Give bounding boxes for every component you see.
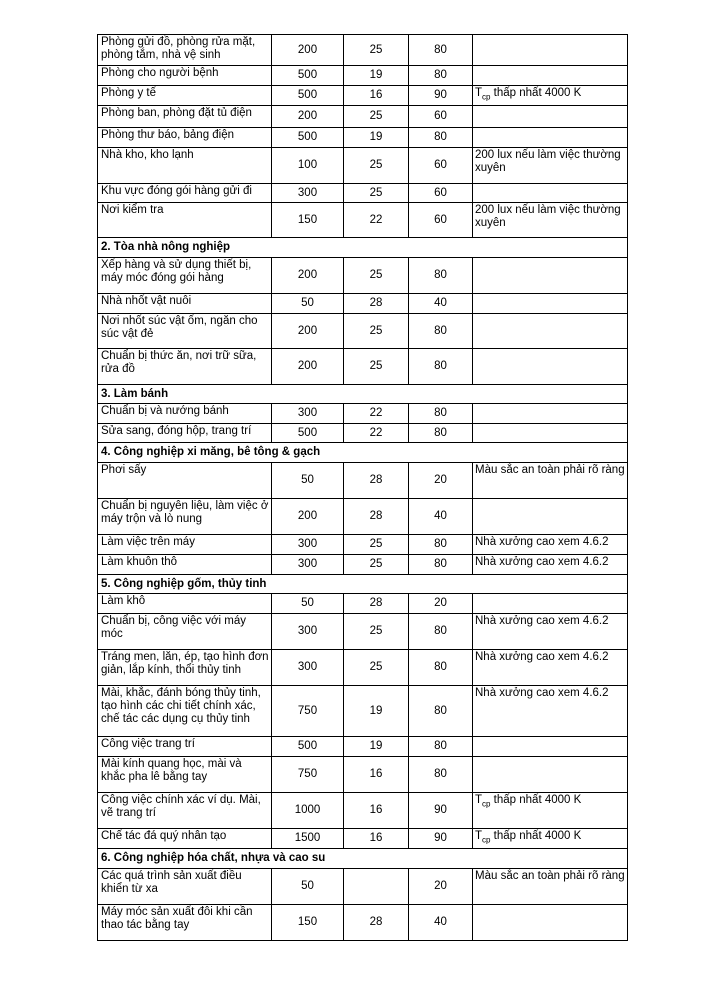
activity-name-cell: Nơi kiểm tra: [98, 203, 272, 238]
illuminance-cell: 200: [272, 106, 344, 128]
table-row: [98, 757, 628, 793]
illuminance-cell: 100: [272, 148, 344, 184]
ugr-cell: 19: [344, 128, 409, 148]
activity-name-cell: Nhà kho, kho lạnh: [98, 148, 272, 184]
ugr-cell: 28: [344, 294, 409, 314]
ugr-cell: 25: [344, 258, 409, 294]
table-row: [98, 650, 628, 686]
table-row: [98, 203, 628, 238]
ra-cell: 80: [409, 128, 473, 148]
activity-name-cell: Sửa sang, đóng hộp, trang trí: [98, 424, 272, 443]
ra-cell: 80: [409, 258, 473, 294]
ra-cell: 20: [409, 869, 473, 905]
section-heading: 2. Tòa nhà nông nghiệp: [98, 238, 628, 258]
ugr-cell: 22: [344, 203, 409, 238]
note-text: thấp nhất 4000 K: [490, 830, 582, 842]
illuminance-cell: 300: [272, 184, 344, 203]
note-cell: [473, 905, 628, 941]
table-row: [98, 737, 628, 757]
note-cell: Màu sắc an toàn phải rõ ràng: [473, 463, 628, 499]
illuminance-cell: 500: [272, 737, 344, 757]
ra-cell: 40: [409, 905, 473, 941]
ugr-cell: 25: [344, 184, 409, 203]
note-text: T: [475, 830, 483, 842]
activity-name-cell: Làm việc trên máy: [98, 535, 272, 555]
note-cell: [473, 737, 628, 757]
ugr-cell: 25: [344, 314, 409, 349]
activity-name-cell: Công việc chính xác ví dụ. Mài, vẽ trang trí: [98, 793, 272, 829]
table-row: [98, 86, 628, 106]
ra-cell: 20: [409, 463, 473, 499]
table-row: [98, 905, 628, 941]
illuminance-cell: 300: [272, 650, 344, 686]
activity-name-cell: Chuẩn bị và nướng bánh: [98, 404, 272, 424]
illuminance-cell: 200: [272, 314, 344, 349]
ra-cell: 80: [409, 349, 473, 385]
note-cell: [473, 793, 628, 829]
note-text: thấp nhất 4000 K: [490, 87, 582, 99]
table-row: [98, 349, 628, 385]
note-cell: 200 lux nếu làm việc thường xuyên: [473, 203, 628, 238]
illuminance-cell: 150: [272, 905, 344, 941]
section-row: [98, 443, 628, 463]
activity-name-cell: Công việc trang trí: [98, 737, 272, 757]
ra-cell: 80: [409, 555, 473, 575]
ugr-cell: 19: [344, 737, 409, 757]
note-cell: [473, 404, 628, 424]
activity-name-cell: Nhà nhốt vật nuôi: [98, 294, 272, 314]
activity-name-cell: Máy móc sản xuất đôi khi cần thao tác bằng tay: [98, 905, 272, 941]
table-row: [98, 594, 628, 614]
table-row: [98, 793, 628, 829]
activity-name-cell: Nơi nhốt súc vật ốm, ngăn cho súc vật đẻ: [98, 314, 272, 349]
ra-cell: 80: [409, 35, 473, 66]
illuminance-cell: 200: [272, 349, 344, 385]
table-row: [98, 424, 628, 443]
table-body: [98, 35, 628, 941]
illuminance-cell: 300: [272, 535, 344, 555]
ugr-cell: 19: [344, 66, 409, 86]
note-text: thấp nhất 4000 K: [490, 794, 582, 806]
table-row: [98, 463, 628, 499]
ugr-cell: 16: [344, 793, 409, 829]
ugr-cell: 22: [344, 404, 409, 424]
illuminance-cell: 300: [272, 555, 344, 575]
table-row: [98, 614, 628, 650]
section-row: [98, 849, 628, 869]
table-row: [98, 184, 628, 203]
ra-cell: 20: [409, 594, 473, 614]
activity-name-cell: Phòng y tế: [98, 86, 272, 106]
ugr-cell: 25: [344, 148, 409, 184]
ugr-cell: 25: [344, 349, 409, 385]
ugr-cell: 19: [344, 686, 409, 737]
ra-cell: 80: [409, 314, 473, 349]
ra-cell: 80: [409, 614, 473, 650]
note-subscript: cp: [482, 92, 491, 102]
note-cell: [473, 314, 628, 349]
activity-name-cell: Phòng ban, phòng đặt tủ điện: [98, 106, 272, 128]
note-cell: [473, 106, 628, 128]
table-row: [98, 314, 628, 349]
activity-name-cell: Chuẩn bị, công việc với máy móc: [98, 614, 272, 650]
section-row: [98, 385, 628, 404]
ra-cell: 60: [409, 148, 473, 184]
ugr-cell: [344, 869, 409, 905]
note-cell: [473, 757, 628, 793]
activity-name-cell: Tráng men, lăn, ép, tạo hình đơn giản, lắp kính, thổi thủy tinh: [98, 650, 272, 686]
activity-name-cell: Xếp hàng và sử dụng thiết bị, máy móc đóng gói hàng: [98, 258, 272, 294]
illuminance-cell: 150: [272, 203, 344, 238]
ugr-cell: 25: [344, 106, 409, 128]
section-heading: 6. Công nghiệp hóa chất, nhựa và cao su: [98, 849, 628, 869]
ugr-cell: 28: [344, 905, 409, 941]
table-row: [98, 404, 628, 424]
ugr-cell: 28: [344, 499, 409, 535]
ra-cell: 80: [409, 535, 473, 555]
table-row: [98, 499, 628, 535]
note-cell: [473, 594, 628, 614]
lighting-requirements-table: [97, 34, 628, 941]
ra-cell: 80: [409, 650, 473, 686]
activity-name-cell: Mài, khắc, đánh bóng thủy tinh, tạo hình các chi tiết chính xác, chế tác các dụng cụ thủy tinh: [98, 686, 272, 737]
ra-cell: 80: [409, 757, 473, 793]
note-cell: [473, 184, 628, 203]
note-cell: [473, 86, 628, 106]
table-row: [98, 128, 628, 148]
table-row: [98, 66, 628, 86]
note-text: T: [475, 87, 483, 99]
table-row: [98, 535, 628, 555]
note-cell: Màu sắc an toàn phải rõ ràng: [473, 869, 628, 905]
note-cell: [473, 35, 628, 66]
table-row: [98, 258, 628, 294]
illuminance-cell: 500: [272, 424, 344, 443]
illuminance-cell: 1500: [272, 829, 344, 849]
table-row: [98, 35, 628, 66]
ra-cell: 60: [409, 184, 473, 203]
note-cell: [473, 424, 628, 443]
ugr-cell: 25: [344, 614, 409, 650]
note-cell: [473, 829, 628, 849]
activity-name-cell: Chế tác đá quý nhân tạo: [98, 829, 272, 849]
ugr-cell: 25: [344, 555, 409, 575]
ra-cell: 80: [409, 737, 473, 757]
illuminance-cell: 750: [272, 686, 344, 737]
note-cell: [473, 66, 628, 86]
note-cell: [473, 499, 628, 535]
ugr-cell: 16: [344, 757, 409, 793]
ugr-cell: 16: [344, 829, 409, 849]
section-heading: 4. Công nghiệp xi măng, bê tông & gạch: [98, 443, 628, 463]
table-row: [98, 555, 628, 575]
section-row: [98, 238, 628, 258]
ra-cell: 60: [409, 106, 473, 128]
activity-name-cell: Làm khuôn thô: [98, 555, 272, 575]
illuminance-cell: 50: [272, 869, 344, 905]
ra-cell: 90: [409, 829, 473, 849]
note-cell: Nhà xưởng cao xem 4.6.2: [473, 686, 628, 737]
illuminance-cell: 300: [272, 614, 344, 650]
activity-name-cell: Các quá trình sản xuất điều khiển từ xa: [98, 869, 272, 905]
ra-cell: 40: [409, 499, 473, 535]
ra-cell: 80: [409, 404, 473, 424]
activity-name-cell: Chuẩn bị nguyên liệu, làm việc ở máy trộn và lò nung: [98, 499, 272, 535]
note-cell: Nhà xưởng cao xem 4.6.2: [473, 535, 628, 555]
activity-name-cell: Làm khô: [98, 594, 272, 614]
table-row: [98, 869, 628, 905]
illuminance-cell: 200: [272, 35, 344, 66]
activity-name-cell: Phòng gửi đồ, phòng rửa mặt, phòng tắm, nhà vệ sinh: [98, 35, 272, 66]
illuminance-cell: 500: [272, 128, 344, 148]
ugr-cell: 28: [344, 463, 409, 499]
illuminance-cell: 500: [272, 66, 344, 86]
table-row: [98, 686, 628, 737]
note-cell: [473, 349, 628, 385]
ugr-cell: 22: [344, 424, 409, 443]
ra-cell: 60: [409, 203, 473, 238]
activity-name-cell: Phòng cho người bệnh: [98, 66, 272, 86]
ugr-cell: 25: [344, 535, 409, 555]
illuminance-cell: 500: [272, 86, 344, 106]
note-text: T: [475, 794, 483, 806]
ugr-cell: 25: [344, 650, 409, 686]
section-heading: 5. Công nghiệp gốm, thủy tinh: [98, 575, 628, 594]
ugr-cell: 16: [344, 86, 409, 106]
note-cell: [473, 128, 628, 148]
illuminance-cell: 750: [272, 757, 344, 793]
ra-cell: 90: [409, 86, 473, 106]
section-heading: 3. Làm bánh: [98, 385, 628, 404]
ugr-cell: 25: [344, 35, 409, 66]
section-row: [98, 575, 628, 594]
table-row: [98, 106, 628, 128]
illuminance-cell: 1000: [272, 793, 344, 829]
note-subscript: cp: [482, 799, 491, 809]
table-row: [98, 294, 628, 314]
illuminance-cell: 50: [272, 294, 344, 314]
ra-cell: 40: [409, 294, 473, 314]
illuminance-cell: 50: [272, 594, 344, 614]
note-cell: [473, 258, 628, 294]
illuminance-cell: 200: [272, 258, 344, 294]
table-row: [98, 148, 628, 184]
activity-name-cell: Chuẩn bị thức ăn, nơi trữ sữa, rửa đồ: [98, 349, 272, 385]
illuminance-cell: 200: [272, 499, 344, 535]
table-row: [98, 829, 628, 849]
ra-cell: 90: [409, 793, 473, 829]
illuminance-cell: 50: [272, 463, 344, 499]
activity-name-cell: Khu vực đóng gói hàng gửi đi: [98, 184, 272, 203]
ra-cell: 80: [409, 686, 473, 737]
activity-name-cell: Mài kính quang học, mài và khắc pha lê bằng tay: [98, 757, 272, 793]
illuminance-cell: 300: [272, 404, 344, 424]
note-cell: 200 lux nếu làm việc thường xuyên: [473, 148, 628, 184]
note-cell: Nhà xưởng cao xem 4.6.2: [473, 614, 628, 650]
ra-cell: 80: [409, 424, 473, 443]
note-cell: [473, 294, 628, 314]
activity-name-cell: Phòng thư báo, bảng điện: [98, 128, 272, 148]
ra-cell: 80: [409, 66, 473, 86]
note-cell: Nhà xưởng cao xem 4.6.2: [473, 650, 628, 686]
note-subscript: cp: [482, 835, 491, 845]
note-cell: Nhà xưởng cao xem 4.6.2: [473, 555, 628, 575]
activity-name-cell: Phơi sấy: [98, 463, 272, 499]
ugr-cell: 28: [344, 594, 409, 614]
